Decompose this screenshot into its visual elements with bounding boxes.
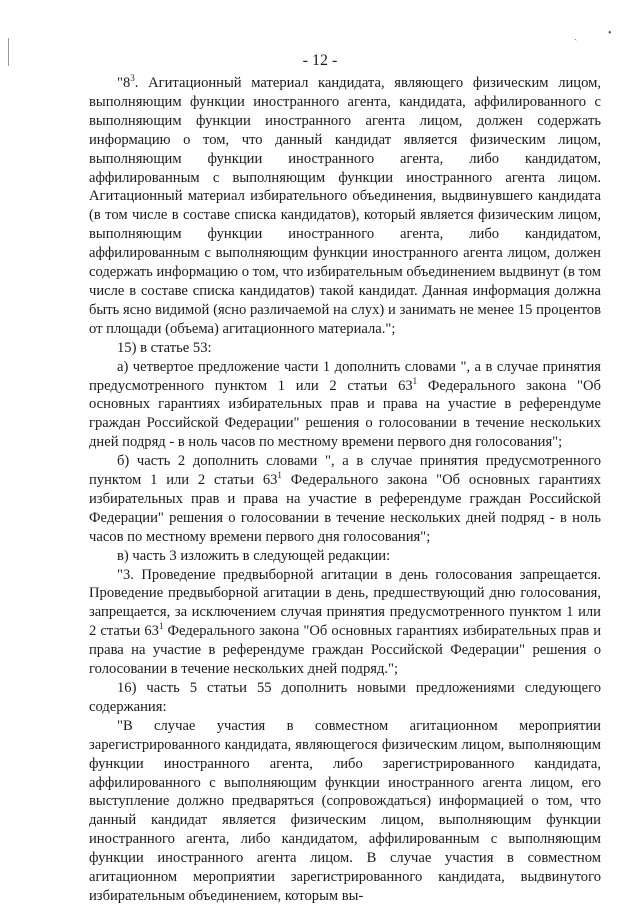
paragraph: 15) в статье 53: <box>117 339 212 356</box>
paragraph: 16) часть 5 статьи 55 дополнить новыми предложениями следующего содержания: <box>89 680 601 715</box>
scan-speck: • <box>608 28 612 39</box>
scan-speck: ˎ <box>574 30 578 41</box>
paragraph: б) часть 2 дополнить словами ", а в случае принятия предусмотренного пунктом 1 или 2 статьи $63^1$ Федерального закона "Об основных гарантиях избирательных прав и права на участие в референдуме граждан Российской Федерации" решения о голосовании в течение нескольких дней подряд - в ноль часов по местному времени первого дня голосования"; <box>89 453 601 545</box>
paragraph: "3. Проведение предвыборной агитации в день голосования запрещается. Проведение предвыборной агитации в день, предшествующий дню голосования, запрещается, за исключением случая принятия предусмотренного пунктом 1 или 2 статьи $63^1$ Федерального закона "Об основных гарантиях избирательных прав и права на участие в референдуме граждан Российской Федерации" решения о голосовании в течение нескольких дней подряд."; <box>89 566 601 678</box>
paragraph: "В случае участия в совместном агитационном мероприятии зарегистрированного кандидата, являющегося физическим лицом, выполняющим функции иностранного агента, либо зарегистрированного кандидата, аффилированного с выполняющим функции иностранного агента лицом, его выступление должно предваряться (сопровождаться) информацией о том, что данный кандидат является физическим лицом, выполняющим функции иностранного агента, либо кандидатом, аффилированным с выполняющим функции иностранного агента лицом. В случае участия в совместном агитационном мероприятии зарегистрированного кандидата, выдвинутого избирательным объединением, которым вы- <box>89 717 601 904</box>
page-number: - 12 - <box>302 52 338 69</box>
document-body <box>89 74 601 906</box>
paragraph: в) часть 3 изложить в следующей редакции: <box>117 547 391 564</box>
paragraph: "$8^3$. Агитационный материал кандидата, являющего физическим лицом, выполняющим функции иностранного агента, кандидата, аффилированного с выполняющим функции иностранного агента лицом, должен содержать информацию о том, что данный кандидат является физическим лицом, выполняющим функции иностранного агента, либо кандидатом, аффилированным с выполняющим функции иностранного агента лицом. Агитационный материал избирательного объединения, выдвинувшего кандидата (в том числе в составе списка кандидатов), который является физическим лицом, выполняющим функции иностранного агента, либо кандидатом, аффилированным с выполняющим функции иностранного агента лицом, должен содержать информацию о том, что избирательным объединением выдвинут (в том числе в составе списка кандидатов) такой кандидат. Данная информация должна быть ясно видимой (ясно различаемой на слух) и занимать не менее 15 процентов от площади (объема) агитационного материала."; <box>89 73 601 337</box>
paragraph: а) четвертое предложение части 1 дополнить словами ", а в случае принятия предусмотренного пунктом 1 или 2 статьи $63^1$ Федерального закона "Об основных гарантиях избирательных прав и права на участие в референдуме граждан Российской Федерации" решения о голосовании в течение нескольких дней подряд - в ноль часов по местному времени первого дня голосования"; <box>89 358 601 451</box>
